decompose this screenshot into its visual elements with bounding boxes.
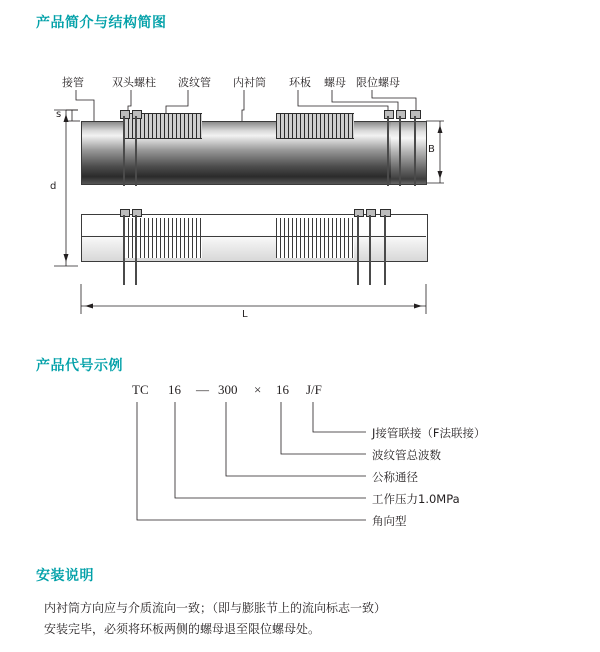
section-title-structure: 产品简介与结构简图 (36, 15, 167, 31)
callout-label-ring-plate: 环板 (289, 76, 311, 89)
callout-label-bellows: 波纹管 (178, 76, 211, 89)
section-title-code: 产品代号示例 (36, 358, 123, 374)
nut-bottom-right-1 (354, 209, 364, 217)
expansion-joint-flange-right (391, 121, 427, 185)
code-desc-wave-count: 波纹管总波数 (372, 448, 441, 462)
stud-top-right-1 (387, 116, 389, 186)
nut-top-right-1 (384, 110, 394, 119)
callout-label-nut: 螺母 (324, 76, 346, 89)
stud-top-right-2 (399, 116, 401, 186)
code-desc-pressure: 工作压力1.0MPa (372, 492, 460, 506)
stud-bottom-right-1 (357, 215, 359, 285)
dimension-label-L: L (242, 309, 248, 320)
stud-top-left-1 (123, 116, 125, 186)
install-note-1: 内衬筒方向应与介质流向一致；（即与膨胀节上的流向标志一致） (44, 601, 387, 615)
stud-bottom-right-3 (384, 215, 386, 285)
code-token-connection: J/F (306, 382, 322, 397)
code-token-diameter: 300 (218, 382, 238, 397)
stud-bottom-right-2 (369, 215, 371, 285)
dimension-label-B: B (428, 144, 435, 155)
callout-leader-lines (36, 66, 564, 346)
code-desc-diameter: 公称通径 (372, 470, 418, 484)
bellows-segment-right-top (276, 113, 354, 139)
callout-label-limit-nut: 限位螺母 (356, 76, 400, 89)
nut-top-left-2 (132, 110, 142, 119)
code-leader-lines (36, 382, 564, 542)
nut-top-right-2 (396, 110, 406, 119)
code-token-wave-count: 16 (276, 382, 289, 397)
stud-bottom-left-2 (135, 215, 137, 285)
install-notes (44, 598, 564, 640)
centerline-bottom (81, 236, 426, 237)
callout-label-pipe: 接管 (62, 76, 84, 89)
callout-label-double-end-stud: 双头螺柱 (112, 76, 156, 89)
code-desc-connection: J接管联接（F法联接） (372, 426, 486, 440)
code-token-times: × (254, 382, 262, 397)
callout-label-liner: 内衬筒 (233, 76, 266, 89)
product-code-example (36, 382, 564, 542)
code-desc-type: 角向型 (372, 514, 407, 528)
dimension-label-s: s (56, 109, 62, 120)
code-token-tc: TC (132, 382, 149, 397)
nut-bottom-left-2 (132, 209, 142, 217)
install-note-2: 安装完毕，必须将环板两侧的螺母退至限位螺母处。 (44, 622, 321, 636)
dimension-label-d: d (50, 181, 57, 192)
structure-diagram (36, 66, 564, 346)
stud-top-left-2 (135, 116, 137, 186)
stud-bottom-left-1 (123, 215, 125, 285)
nut-bottom-right-2 (366, 209, 376, 217)
code-token-dash: — (196, 382, 209, 397)
section-title-install: 安装说明 (36, 568, 94, 584)
nut-bottom-left-1 (120, 209, 130, 217)
nut-top-left-1 (120, 110, 130, 119)
code-token-pressure: 16 (168, 382, 181, 397)
bellows-segment-right-bottom (276, 218, 354, 258)
stud-top-right-3 (414, 116, 416, 186)
